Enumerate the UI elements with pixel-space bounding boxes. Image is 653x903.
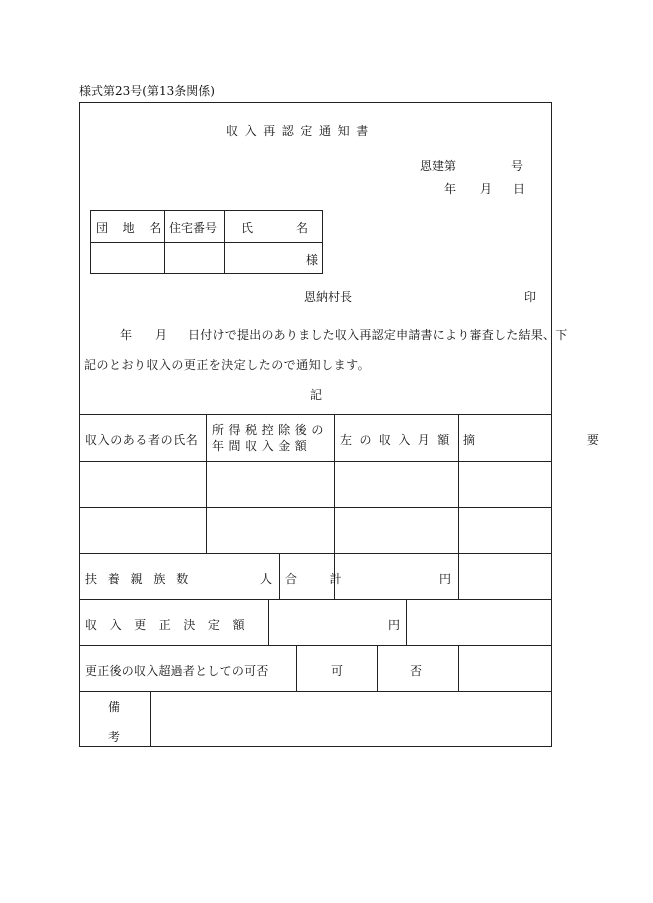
doc-number-prefix: 恩建第 [420,159,457,173]
excess-eligibility-label: 更正後の収入超過者としての可否 [85,664,269,678]
house-number-header: 住宅番号 [169,221,218,235]
yen-unit-total: 円 [439,572,452,586]
recipient-table-rule [90,242,323,243]
total-label: 合 計 [285,572,357,586]
table-rule [79,553,552,554]
honorific: 様 [306,253,319,267]
yen-unit-decision: 円 [388,618,401,632]
seal-mark: 印 [524,290,537,304]
annual-income-header-line1: 所得税控除後の [212,423,328,437]
document-title: 収入再認定通知書 [226,124,375,138]
annual-income-header-line2: 年間収入金額 [212,439,312,453]
issuer-name: 恩納村長 [304,290,353,304]
income-decision-label: 収入更正決定額 [85,618,258,632]
doc-number-suffix: 号 [511,159,524,173]
body-line-1: 日付けで提出のありました収入再認定申請書により審査した結果、下 [188,328,568,342]
table-rule [377,645,378,691]
persons-unit: 人 [260,572,273,586]
remarks-label-top: 備 [108,700,121,714]
name-header-last: 名 [296,221,309,235]
option-possible[interactable]: 可 [331,664,344,678]
table-rule [79,414,552,415]
annual-income-cell-2[interactable] [211,512,329,548]
monthly-income-header: 左の収入月額 [340,433,457,447]
recipient-name-field[interactable] [229,249,299,269]
summary-cell-1[interactable] [463,466,547,502]
monthly-income-cell-1[interactable] [339,466,453,502]
table-rule [150,691,151,747]
earner-name-cell-1[interactable] [84,466,202,502]
annual-income-cell-1[interactable] [211,466,329,502]
estate-name-header: 団 地 名 [96,221,167,235]
table-rule [268,599,269,645]
name-header-first: 氏 [241,221,254,235]
date-month: 月 [480,182,493,196]
body-month: 月 [155,328,168,342]
table-rule [296,645,297,691]
form-id: 様式第23号(第13条関係) [79,84,215,98]
annual-income-header [212,422,328,454]
ki-label: 記 [310,388,323,402]
table-rule [458,645,459,691]
income-earner-name-header: 収入のある者の氏名 [85,433,199,447]
table-rule [458,414,459,599]
table-rule [406,599,407,645]
estate-name-field[interactable] [96,249,158,269]
table-rule [79,599,552,600]
remarks-label-bottom: 考 [108,730,121,744]
option-not-possible[interactable]: 否 [410,664,423,678]
recipient-table-rule [224,210,225,274]
body-year: 年 [120,328,133,342]
dependents-label: 扶養親族数 [85,572,200,586]
table-rule [79,645,552,646]
remarks-summary-header: 摘 要 [463,433,653,447]
table-rule [79,461,552,462]
earner-name-cell-2[interactable] [84,512,202,548]
body-line-2: 記のとおり収入の更正を決定したので通知します。 [84,358,371,372]
date-day: 日 [513,182,526,196]
table-rule [206,414,207,553]
remarks-field[interactable] [156,696,546,742]
table-rule [79,507,552,508]
house-number-field[interactable] [169,249,219,269]
date-year: 年 [444,182,457,196]
summary-cell-2[interactable] [463,512,547,548]
monthly-income-cell-2[interactable] [339,512,453,548]
table-rule [279,553,280,599]
